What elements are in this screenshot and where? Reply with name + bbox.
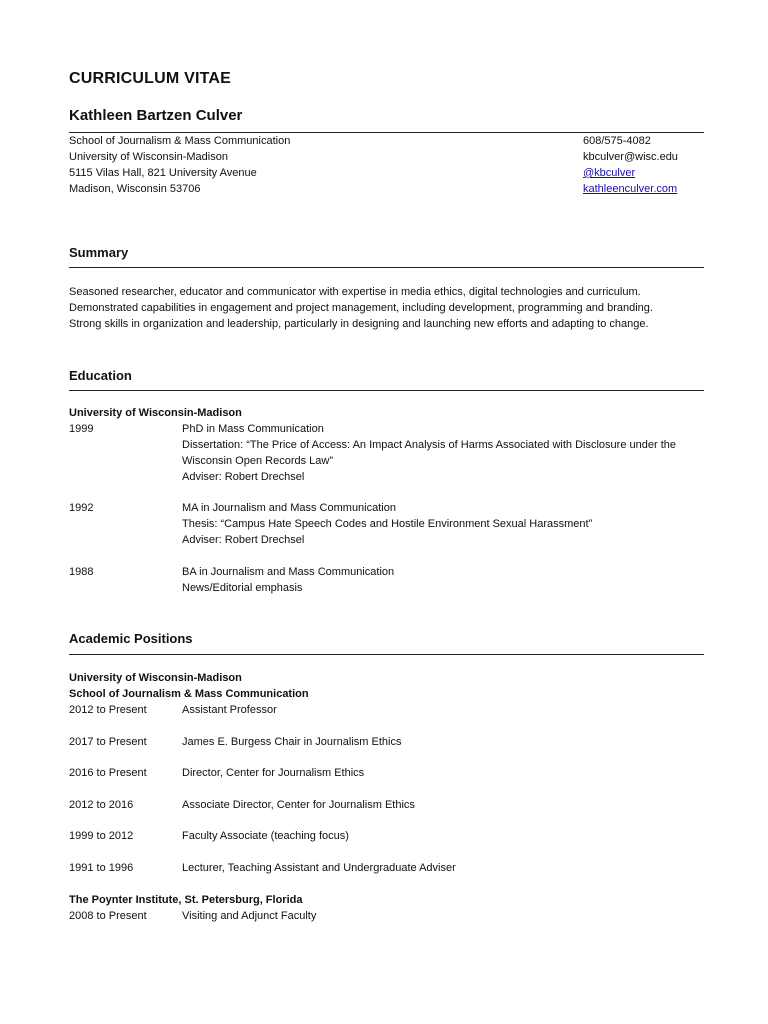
positions-school: School of Journalism & Mass Communication <box>69 688 309 700</box>
position-title: Faculty Associate (teaching focus) <box>182 830 349 842</box>
education-line: Adviser: Robert Drechsel <box>182 534 305 546</box>
position-title: Visiting and Adjunct Faculty <box>182 910 317 922</box>
education-year: 1992 <box>69 502 94 514</box>
position-dates: 2016 to Present <box>69 767 147 779</box>
education-year: 1988 <box>69 566 94 578</box>
document-title: CURRICULUM VITAE <box>69 70 232 87</box>
education-line: News/Editorial emphasis <box>182 582 303 594</box>
email-address: kbculver@wisc.edu <box>583 151 678 163</box>
summary-line: Strong skills in organization and leadership, particularly in designing and launching new efforts and adapting to change. <box>69 318 649 330</box>
position-title: Assistant Professor <box>182 704 277 716</box>
website-link[interactable]: kathleenculver.com <box>583 183 678 195</box>
education-institution: University of Wisconsin-Madison <box>69 407 242 419</box>
summary-line: Seasoned researcher, educator and communicator with expertise in media ethics, digital technologies and curriculum. <box>69 286 641 298</box>
education-heading: Education <box>69 368 132 383</box>
education-details <box>182 564 705 596</box>
contact-details <box>583 133 678 197</box>
address-line: School of Journalism & Mass Communication <box>69 135 291 147</box>
address-line: 5115 Vilas Hall, 821 University Avenue <box>69 167 257 179</box>
position-title: James E. Burgess Chair in Journalism Ethics <box>182 736 402 748</box>
education-line: MA in Journalism and Mass Communication <box>182 502 396 514</box>
twitter-link[interactable]: @kbculver <box>583 167 636 179</box>
divider <box>69 390 704 391</box>
address-line: Madison, Wisconsin 53706 <box>69 183 201 195</box>
position-title: Associate Director, Center for Journalism Ethics <box>182 799 415 811</box>
poynter-institution: The Poynter Institute, St. Petersburg, Florida <box>69 894 303 906</box>
summary-text <box>69 284 705 332</box>
position-dates: 1991 to 1996 <box>69 862 134 874</box>
summary-heading: Summary <box>69 245 129 260</box>
positions-institution: University of Wisconsin-Madison <box>69 672 242 684</box>
position-dates: 2012 to Present <box>69 704 147 716</box>
divider <box>69 267 704 268</box>
position-dates: 2017 to Present <box>69 736 147 748</box>
education-details <box>182 500 705 548</box>
education-line: Wisconsin Open Records Law” <box>182 455 334 467</box>
education-details <box>182 421 705 485</box>
education-line: Thesis: “Campus Hate Speech Codes and Hostile Environment Sexual Harassment” <box>182 518 593 530</box>
positions-heading: Academic Positions <box>69 631 193 646</box>
divider <box>69 654 704 655</box>
contact-address <box>69 133 290 197</box>
summary-line: Demonstrated capabilities in engagement and project management, including development, programming and branding. <box>69 302 653 314</box>
position-dates: 2012 to 2016 <box>69 799 134 811</box>
education-line: Adviser: Robert Drechsel <box>182 471 305 483</box>
person-name: Kathleen Bartzen Culver <box>69 107 243 124</box>
education-year: 1999 <box>69 423 94 435</box>
position-title: Director, Center for Journalism Ethics <box>182 767 365 779</box>
education-line: PhD in Mass Communication <box>182 423 324 435</box>
address-line: University of Wisconsin-Madison <box>69 151 228 163</box>
phone-number: 608/575-4082 <box>583 135 651 147</box>
position-title: Lecturer, Teaching Assistant and Undergraduate Adviser <box>182 862 456 874</box>
position-dates: 2008 to Present <box>69 910 147 922</box>
education-line: Dissertation: “The Price of Access: An Impact Analysis of Harms Associated with Disclosure under the <box>182 439 676 451</box>
education-line: BA in Journalism and Mass Communication <box>182 566 395 578</box>
position-dates: 1999 to 2012 <box>69 830 134 842</box>
